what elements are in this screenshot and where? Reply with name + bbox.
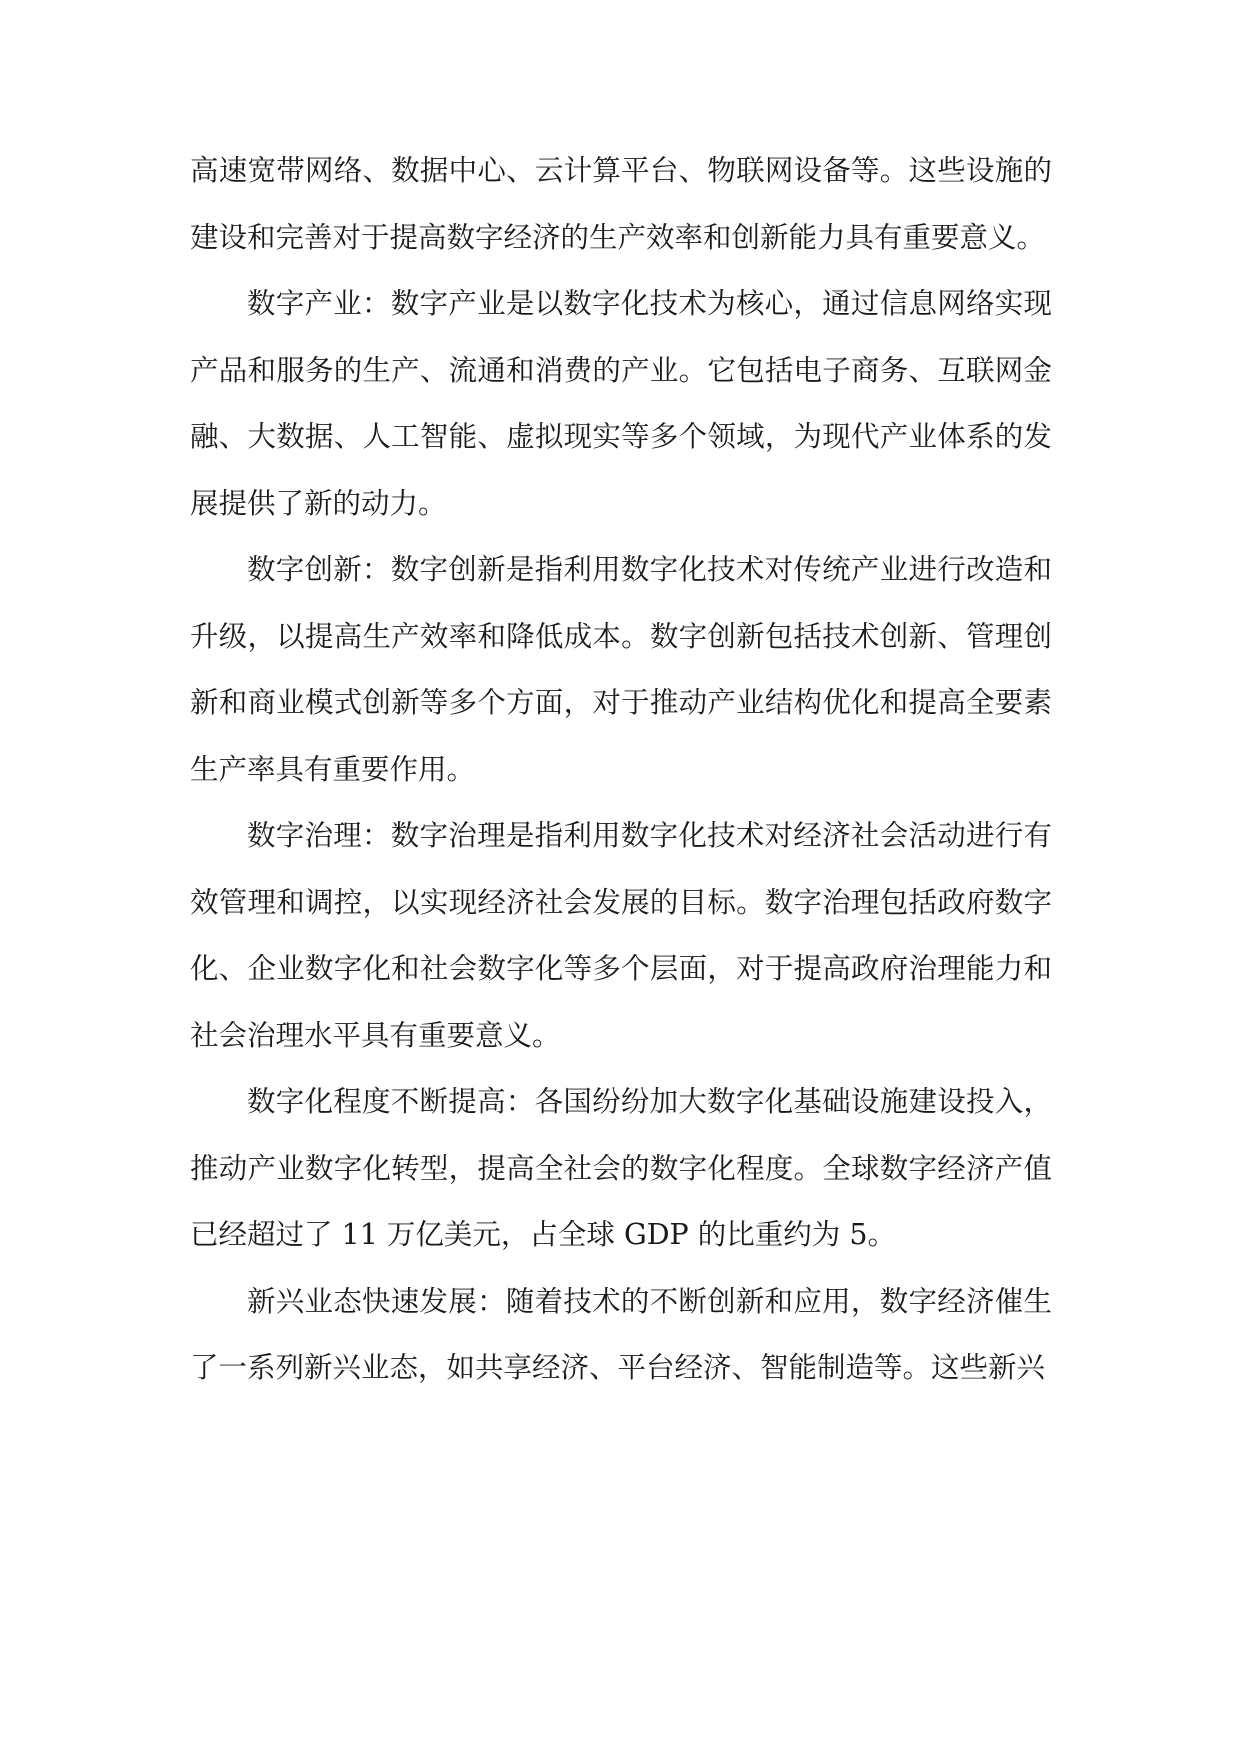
paragraph-digital-industry: 数字产业：数字产业是以数字化技术为核心，通过信息网络实现产品和服务的生产、流通和消费的产业。它包括电子商务、互联网金融、大数据、人工智能、虚拟现实等多个领域，为现代产业体系的发展提供了新的动力。 <box>190 287 1052 520</box>
paragraph-infrastructure-continued: 高速宽带网络、数据中心、云计算平台、物联网设备等。这些设施的建设和完善对于提高数字经济的生产效率和创新能力具有重要意义。 <box>190 154 1052 254</box>
paragraph-digital-innovation: 数字创新：数字创新是指利用数字化技术对传统产业进行改造和升级，以提高生产效率和降低成本。数字创新包括技术创新、管理创新和商业模式创新等多个方面，对于推动产业结构优化和提高全要素生产率具有重要作用。 <box>190 553 1052 786</box>
paragraph-digitalization-level: 数字化程度不断提高：各国纷纷加大数字化基础设施建设投入，推动产业数字化转型，提高全社会的数字化程度。全球数字经济产值已经超过了 11 万亿美元，占全球 GDP 的比重约为 5。 <box>190 1085 1052 1251</box>
paragraph-digital-governance: 数字治理：数字治理是指利用数字化技术对经济社会活动进行有效管理和调控，以实现经济社会发展的目标。数字治理包括政府数字化、企业数字化和社会数字化等多个层面，对于提高政府治理能力和社会治理水平具有重要意义。 <box>190 819 1052 1052</box>
paragraph-emerging-business: 新兴业态快速发展：随着技术的不断创新和应用，数字经济催生了一系列新兴业态，如共享经济、平台经济、智能制造等。这些新兴 <box>190 1284 1052 1384</box>
document-body <box>190 138 1052 1402</box>
